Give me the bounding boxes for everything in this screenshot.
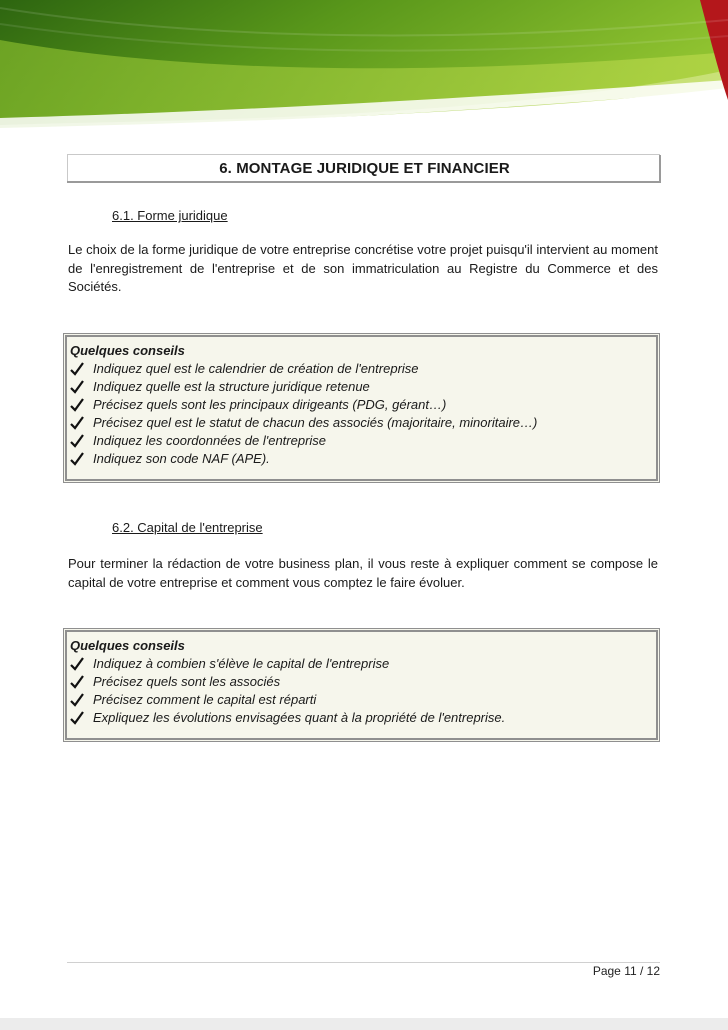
tip-text: Expliquez les évolutions envisagées quant à la propriété de l'entreprise. xyxy=(93,710,506,725)
tip-text: Indiquez quel est le calendrier de création de l'entreprise xyxy=(93,361,419,376)
subsection-heading-forme-juridique: 6.1. Forme juridique xyxy=(112,208,228,223)
tip-text: Indiquez son code NAF (APE). xyxy=(93,451,270,466)
list-item xyxy=(70,360,653,378)
tip-text: Précisez comment le capital est réparti xyxy=(93,692,317,707)
tip-text: Indiquez les coordonnées de l'entreprise xyxy=(93,433,327,448)
list-item xyxy=(70,709,653,727)
checkmark-icon xyxy=(70,379,84,395)
header-banner xyxy=(0,0,728,140)
list-item xyxy=(70,414,653,432)
paragraph-capital: Pour terminer la rédaction de votre business plan, il vous reste à expliquer comment se compose le capital de votre entreprise et comment vous comptez le faire évoluer. xyxy=(68,556,658,590)
list-item xyxy=(70,450,653,468)
checkmark-icon xyxy=(70,656,84,672)
checkmark-icon xyxy=(70,451,84,467)
checkmark-icon xyxy=(70,397,84,413)
list-item xyxy=(70,691,653,709)
tip-text: Précisez quels sont les associés xyxy=(93,674,281,689)
tip-text: Indiquez quelle est la structure juridique retenue xyxy=(93,379,370,394)
subsection-heading-capital: 6.2. Capital de l'entreprise xyxy=(112,520,263,535)
tips-title: Quelques conseils xyxy=(70,343,185,358)
tips-title: Quelques conseils xyxy=(70,638,185,653)
page-number: Page 11 / 12 xyxy=(560,963,660,978)
tip-text: Précisez quel est le statut de chacun des associés (majoritaire, minoritaire…) xyxy=(93,415,538,430)
tip-text: Précisez quels sont les principaux dirigeants (PDG, gérant…) xyxy=(93,397,447,412)
page-bottom-edge xyxy=(0,1018,728,1030)
section-title: 6. MONTAGE JURIDIQUE ET FINANCIER xyxy=(219,160,510,177)
list-item xyxy=(70,673,653,691)
tips-list xyxy=(70,360,653,468)
checkmark-icon xyxy=(70,433,84,449)
paragraph-forme-juridique: Le choix de la forme juridique de votre entreprise concrétise votre projet puisqu'il intervient au moment de l'enregistrement de l'entreprise et de son immatriculation au Registre du Commerce et des Sociétés. xyxy=(68,242,658,294)
list-item xyxy=(70,396,653,414)
section-title-box xyxy=(67,154,660,182)
list-item xyxy=(70,655,653,673)
list-item xyxy=(70,432,653,450)
tips-box-capital xyxy=(63,628,660,742)
checkmark-icon xyxy=(70,674,84,690)
checkmark-icon xyxy=(70,692,84,708)
tips-box-forme-juridique xyxy=(63,333,660,483)
list-item xyxy=(70,378,653,396)
checkmark-icon xyxy=(70,415,84,431)
checkmark-icon xyxy=(70,361,84,377)
tips-list xyxy=(70,655,653,727)
tip-text: Indiquez à combien s'élève le capital de l'entreprise xyxy=(93,656,390,671)
checkmark-icon xyxy=(70,710,84,726)
